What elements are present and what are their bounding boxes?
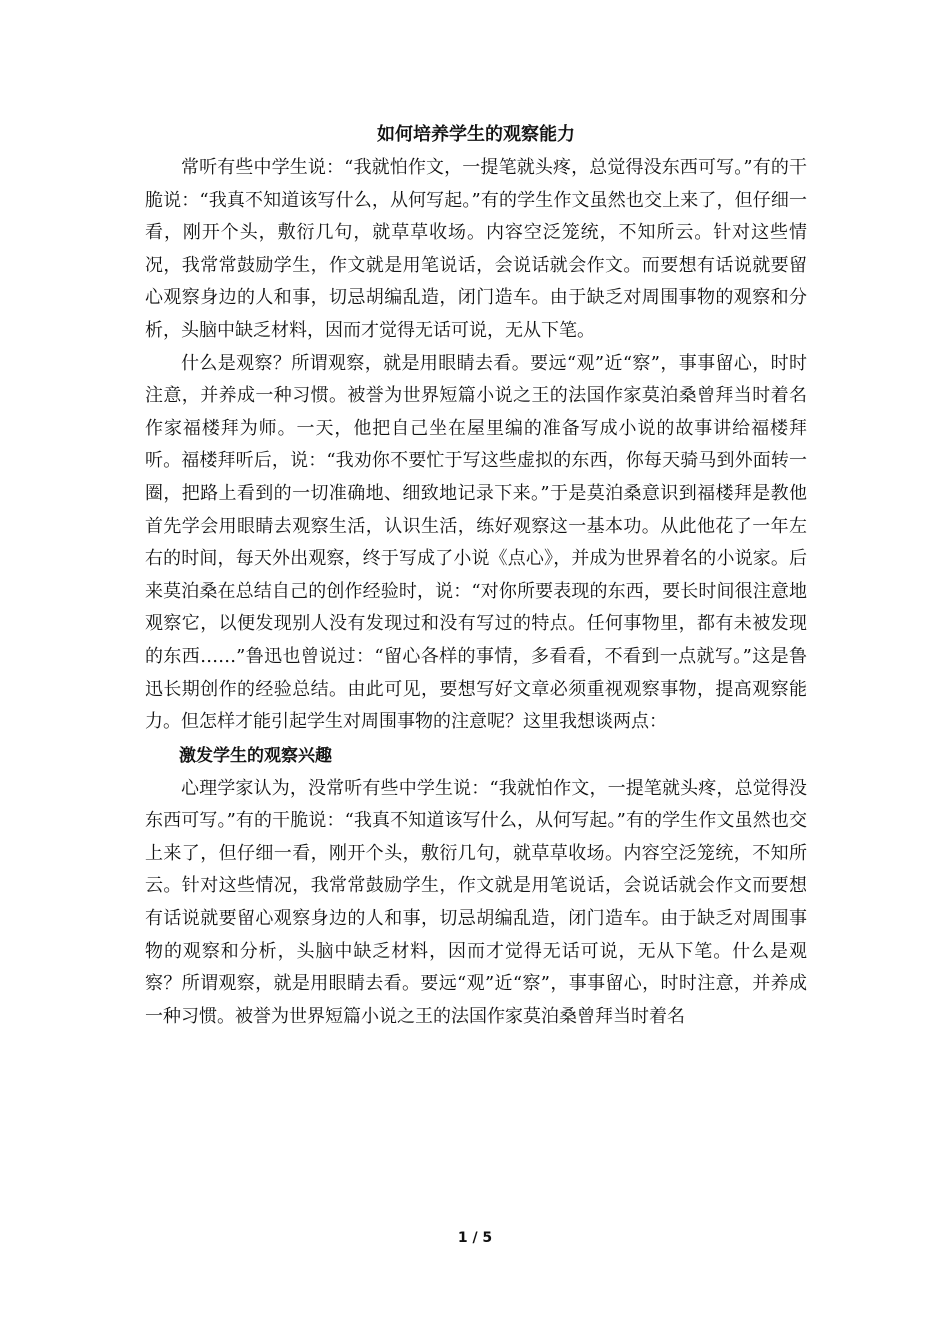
paragraph-intro: 常听有些中学生说：“我就怕作文，一提笔就头疼，总觉得没东西可写。”有的干脆说：“我真不知道该写什么，从何写起。”有的学生作文虽然也交上来了，但仔细一看，刚开个头，敷衍几句，就草草收场。内容空泛笼统，不知所云。针对这些情况，我常常鼓励学生，作文就是用笔说话，会说话就会作文。而要想有话说就要留心观察身边的人和事，切忌胡编乱造，闭门造车。由于缺乏对周围事物的观察和分析，头脑中缺乏材料，因而才觉得无话可说，无从下笔。: [145, 157, 807, 341]
page-number: 1 / 5: [457, 1230, 493, 1246]
paragraph-observation: 什么是观察？所谓观察，就是用眼睛去看。要远“观”近“察”，事事留心，时时注意，并养成一种习惯。被誉为世界短篇小说之王的法国作家莫泊桑曾拜当时着名作家福楼拜为师。一天，他把自己坐在屋里编的准备写成小说的故事讲给福楼拜听。福楼拜听后，说：“我劝你不要忙于写这些虚拟的东西，你每天骑马到外面转一圈，把路上看到的一切准确地、细致地记录下来。”于是莫泊桑意识到福楼拜是教他首先学会用眼睛去观察生活，认识生活，练好观察这一基本功。从此他花了一年左右的时间，每天外出观察，终于写成了小说《点心》，并成为世界着名的小说家。后来莫泊桑在总结自己的创作经验时，说：“对你所要表现的东西，要长时间很注意地观察它，以便发现别人没有发现过和没有写过的特点。任何事物里，都有未被发现的东西……”鲁迅也曾说过：“留心各样的事情，多看看，不看到一点就写。”这是鲁迅长期创作的经验总结。由此可见，要想写好文章必须重视观察事物，提高观察能力。但怎样才能引起学生对周围事物的注意呢？这里我想谈两点：: [145, 352, 807, 733]
section-heading: 激发学生的观察兴趣: [179, 745, 332, 766]
document-title: 如何培养学生的观察能力: [377, 124, 575, 145]
paragraph-section: 心理学家认为，没常听有些中学生说：“我就怕作文，一提笔就头疼，总觉得没东西可写。”有的干脆说：“我真不知道该写什么，从何写起。”有的学生作文虽然也交上来了，但仔细一看，刚开个头，敷衍几句，就草草收场。内容空泛笼统，不知所云。针对这些情况，我常常鼓励学生，作文就是用笔说话，会说话就会作文而要想有话说就要留心观察身边的人和事，切忌胡编乱造，闭门造车。由于缺乏对周围事物的观察和分析，头脑中缺乏材料，因而才觉得无话可说，无从下笔。什么是观察？所谓观察，就是用眼睛去看。要远“观”近“察”，事事留心，时时注意，并养成一种习惯。被誉为世界短篇小说之王的法国作家莫泊桑曾拜当时着名: [145, 777, 807, 1027]
document-body: [145, 118, 807, 1033]
